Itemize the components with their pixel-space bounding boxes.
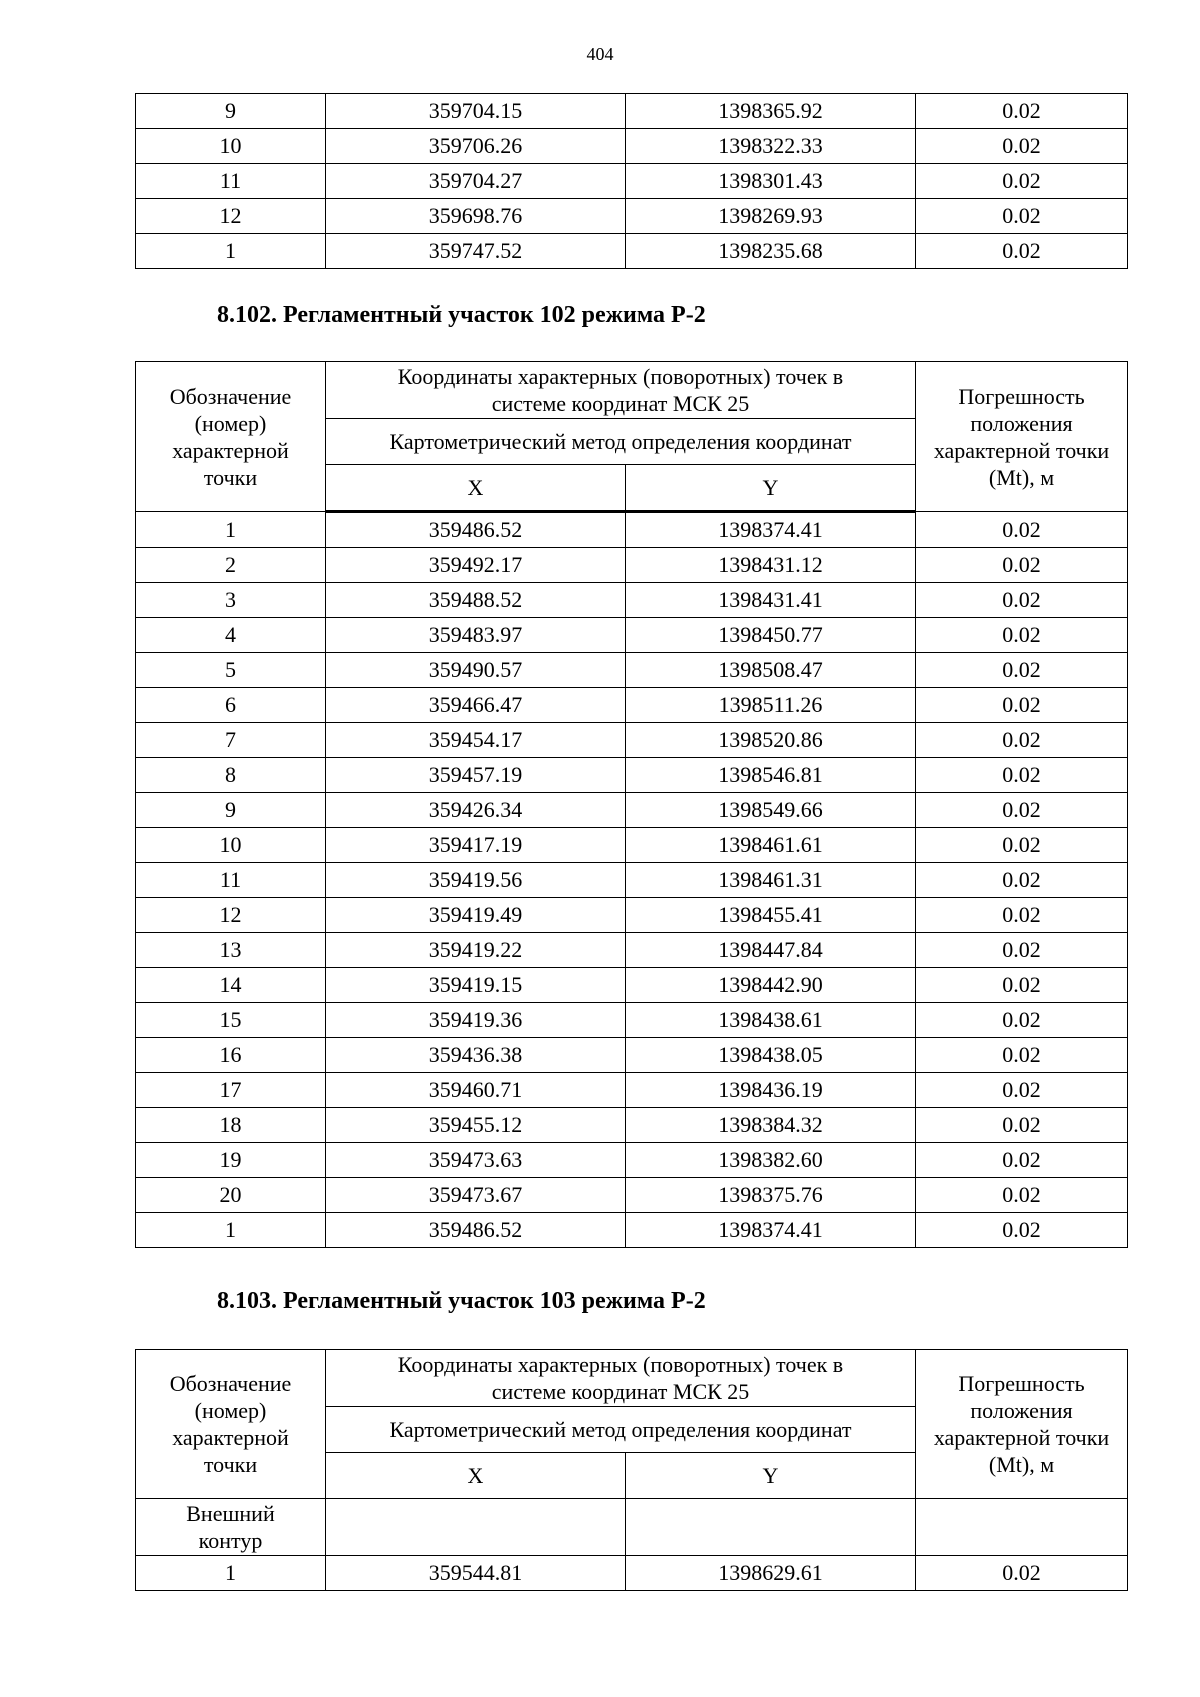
header-point-designation [136, 1350, 326, 1499]
point-number-cell: 1 [136, 234, 326, 269]
point-number-cell: 12 [136, 199, 326, 234]
table-row [136, 723, 1128, 758]
error-cell: 0.02 [916, 653, 1128, 688]
error-cell: 0.02 [916, 583, 1128, 618]
table-row [136, 933, 1128, 968]
table-row [136, 164, 1128, 199]
empty-cell [626, 1499, 916, 1556]
error-cell: 0.02 [916, 968, 1128, 1003]
header-error-line: Погрешность [958, 383, 1085, 409]
error-cell: 0.02 [916, 1038, 1128, 1073]
y-coordinate-cell: 1398450.77 [626, 618, 916, 653]
point-number-cell: 5 [136, 653, 326, 688]
table-row [136, 618, 1128, 653]
point-number-cell: 12 [136, 898, 326, 933]
point-number-cell: 9 [136, 793, 326, 828]
y-coordinate-cell: 1398629.61 [626, 1556, 916, 1591]
x-coordinate-cell: 359454.17 [326, 723, 626, 758]
point-number-cell: 13 [136, 933, 326, 968]
y-coordinate-cell: 1398301.43 [626, 164, 916, 199]
y-coordinate-cell: 1398269.93 [626, 199, 916, 234]
header-error-line: Погрешность [958, 1371, 1085, 1396]
point-number-cell: 11 [136, 164, 326, 199]
x-coordinate-cell: 359419.56 [326, 863, 626, 898]
point-number-cell: 16 [136, 1038, 326, 1073]
point-number-cell: 11 [136, 863, 326, 898]
y-coordinate-cell: 1398374.41 [626, 1213, 916, 1248]
x-coordinate-cell: 359486.52 [326, 512, 626, 548]
y-coordinate-cell: 1398235.68 [626, 234, 916, 269]
y-coordinate-cell: 1398365.92 [626, 94, 916, 129]
y-coordinate-cell: 1398438.61 [626, 1003, 916, 1038]
error-cell: 0.02 [916, 1003, 1128, 1038]
x-coordinate-cell: 359419.49 [326, 898, 626, 933]
header-error-line: характерной точки [933, 437, 1110, 463]
header-error-line: (Mt), м [988, 464, 1055, 490]
error-cell: 0.02 [916, 1143, 1128, 1178]
x-coordinate-cell: 359426.34 [326, 793, 626, 828]
coordinates-table-102 [135, 361, 1128, 1248]
error-cell: 0.02 [916, 1556, 1128, 1591]
table-row [136, 1213, 1128, 1248]
y-coordinate-cell: 1398431.12 [626, 548, 916, 583]
y-coordinate-cell: 1398382.60 [626, 1143, 916, 1178]
error-cell: 0.02 [916, 94, 1128, 129]
x-coordinate-cell: 359473.63 [326, 1143, 626, 1178]
table-row [136, 793, 1128, 828]
x-coordinate-cell: 359417.19 [326, 828, 626, 863]
table-body [136, 1556, 1128, 1591]
x-coordinate-cell: 359486.52 [326, 1213, 626, 1248]
x-coordinate-cell: 359698.76 [326, 199, 626, 234]
point-number-cell: 8 [136, 758, 326, 793]
point-number-cell: 15 [136, 1003, 326, 1038]
header-position-error [916, 362, 1128, 512]
coordinates-table-continued [135, 93, 1128, 269]
x-coordinate-cell: 359483.97 [326, 618, 626, 653]
y-coordinate-cell: 1398431.41 [626, 583, 916, 618]
error-cell: 0.02 [916, 129, 1128, 164]
error-cell: 0.02 [916, 234, 1128, 269]
x-coordinate-cell: 359455.12 [326, 1108, 626, 1143]
header-point-line: Обозначение [169, 383, 292, 409]
error-cell: 0.02 [916, 1108, 1128, 1143]
table-row [136, 234, 1128, 269]
point-number-cell: 1 [136, 1556, 326, 1591]
header-x: X [326, 465, 626, 512]
point-number-cell: 1 [136, 1213, 326, 1248]
table-row [136, 1003, 1128, 1038]
error-cell: 0.02 [916, 898, 1128, 933]
header-coordinates-system [326, 362, 916, 419]
table-row [136, 968, 1128, 1003]
error-cell: 0.02 [916, 1178, 1128, 1213]
y-coordinate-cell: 1398546.81 [626, 758, 916, 793]
table-row [136, 548, 1128, 583]
table-row [136, 129, 1128, 164]
x-coordinate-cell: 359460.71 [326, 1073, 626, 1108]
y-coordinate-cell: 1398375.76 [626, 1178, 916, 1213]
x-coordinate-cell: 359419.15 [326, 968, 626, 1003]
contour-label [136, 1499, 326, 1556]
header-point-line: точки [203, 464, 258, 490]
y-coordinate-cell: 1398436.19 [626, 1073, 916, 1108]
header-error-line: характерной точки [933, 1425, 1110, 1450]
table-row [136, 653, 1128, 688]
error-cell: 0.02 [916, 793, 1128, 828]
header-point-line: характерной [172, 437, 289, 463]
point-number-cell: 1 [136, 512, 326, 548]
y-coordinate-cell: 1398374.41 [626, 512, 916, 548]
x-coordinate-cell: 359457.19 [326, 758, 626, 793]
table-row [136, 898, 1128, 933]
coordinates-table-103 [135, 1349, 1128, 1591]
x-coordinate-cell: 359473.67 [326, 1178, 626, 1213]
table-body [136, 512, 1128, 1248]
table-row [136, 94, 1128, 129]
x-coordinate-cell: 359466.47 [326, 688, 626, 723]
error-cell: 0.02 [916, 933, 1128, 968]
header-point-designation [136, 362, 326, 512]
error-cell: 0.02 [916, 828, 1128, 863]
x-coordinate-cell: 359419.22 [326, 933, 626, 968]
header-error-line: положения [970, 1398, 1073, 1423]
point-number-cell: 7 [136, 723, 326, 758]
point-number-cell: 2 [136, 548, 326, 583]
y-coordinate-cell: 1398384.32 [626, 1108, 916, 1143]
contour-label-line: контур [198, 1528, 263, 1553]
error-cell: 0.02 [916, 723, 1128, 758]
y-coordinate-cell: 1398520.86 [626, 723, 916, 758]
point-number-cell: 9 [136, 94, 326, 129]
y-coordinate-cell: 1398549.66 [626, 793, 916, 828]
table-row [136, 1073, 1128, 1108]
error-cell: 0.02 [916, 512, 1128, 548]
table-row [136, 1143, 1128, 1178]
y-coordinate-cell: 1398442.90 [626, 968, 916, 1003]
x-coordinate-cell: 359490.57 [326, 653, 626, 688]
header-error-line: (Mt), м [988, 1452, 1055, 1477]
header-coords-line: Координаты характерных (поворотных) точек в [397, 364, 844, 389]
page-number: 404 [586, 44, 614, 64]
x-coordinate-cell: 359488.52 [326, 583, 626, 618]
header-coords-line: системе координат МСК 25 [491, 1379, 750, 1404]
y-coordinate-cell: 1398447.84 [626, 933, 916, 968]
header-point-line: (номер) [194, 410, 267, 436]
table-row [136, 1108, 1128, 1143]
error-cell: 0.02 [916, 548, 1128, 583]
header-point-line: (номер) [194, 1398, 267, 1423]
error-cell: 0.02 [916, 863, 1128, 898]
y-coordinate-cell: 1398461.61 [626, 828, 916, 863]
table-body [136, 94, 1128, 269]
point-number-cell: 4 [136, 618, 326, 653]
contour-label-line: Внешний [186, 1501, 275, 1526]
point-number-cell: 14 [136, 968, 326, 1003]
header-coords-line: системе координат МСК 25 [491, 391, 750, 416]
y-coordinate-cell: 1398461.31 [626, 863, 916, 898]
error-cell: 0.02 [916, 688, 1128, 723]
point-number-cell: 10 [136, 828, 326, 863]
table-row [136, 1038, 1128, 1073]
point-number-cell: 17 [136, 1073, 326, 1108]
point-number-cell: 19 [136, 1143, 326, 1178]
header-point-line: характерной [172, 1425, 289, 1450]
y-coordinate-cell: 1398322.33 [626, 129, 916, 164]
header-point-line: точки [203, 1452, 258, 1477]
table-row [136, 758, 1128, 793]
table-row [136, 688, 1128, 723]
table-row [136, 583, 1128, 618]
table-row [136, 1178, 1128, 1213]
x-coordinate-cell: 359706.26 [326, 129, 626, 164]
section-heading-103: 8.103. Регламентный участок 103 режима Р-2 [217, 1288, 706, 1314]
table-row [136, 1556, 1128, 1591]
header-x: X [326, 1453, 626, 1499]
x-coordinate-cell: 359492.17 [326, 548, 626, 583]
x-coordinate-cell: 359704.15 [326, 94, 626, 129]
point-number-cell: 10 [136, 129, 326, 164]
header-position-error [916, 1350, 1128, 1499]
header-y: Y [626, 1453, 916, 1499]
y-coordinate-cell: 1398455.41 [626, 898, 916, 933]
table-row [136, 863, 1128, 898]
header-coords-line: Координаты характерных (поворотных) точек в [397, 1352, 844, 1377]
point-number-cell: 18 [136, 1108, 326, 1143]
table-row [136, 199, 1128, 234]
point-number-cell: 3 [136, 583, 326, 618]
error-cell: 0.02 [916, 199, 1128, 234]
y-coordinate-cell: 1398508.47 [626, 653, 916, 688]
header-y: Y [626, 465, 916, 512]
table-row [136, 512, 1128, 548]
empty-cell [326, 1499, 626, 1556]
x-coordinate-cell: 359419.36 [326, 1003, 626, 1038]
x-coordinate-cell: 359747.52 [326, 234, 626, 269]
contour-row [136, 1499, 1128, 1556]
table-row [136, 828, 1128, 863]
section-heading-102: 8.102. Регламентный участок 102 режима Р-2 [217, 302, 706, 328]
error-cell: 0.02 [916, 758, 1128, 793]
x-coordinate-cell: 359704.27 [326, 164, 626, 199]
y-coordinate-cell: 1398511.26 [626, 688, 916, 723]
empty-cell [916, 1499, 1128, 1556]
header-method: Картометрический метод определения координат [326, 419, 916, 465]
error-cell: 0.02 [916, 1213, 1128, 1248]
x-coordinate-cell: 359544.81 [326, 1556, 626, 1591]
error-cell: 0.02 [916, 618, 1128, 653]
header-point-line: Обозначение [169, 1371, 292, 1396]
point-number-cell: 6 [136, 688, 326, 723]
header-method: Картометрический метод определения координат [326, 1407, 916, 1453]
error-cell: 0.02 [916, 1073, 1128, 1108]
y-coordinate-cell: 1398438.05 [626, 1038, 916, 1073]
error-cell: 0.02 [916, 164, 1128, 199]
point-number-cell: 20 [136, 1178, 326, 1213]
header-coordinates-system [326, 1350, 916, 1407]
header-error-line: положения [970, 410, 1073, 436]
x-coordinate-cell: 359436.38 [326, 1038, 626, 1073]
